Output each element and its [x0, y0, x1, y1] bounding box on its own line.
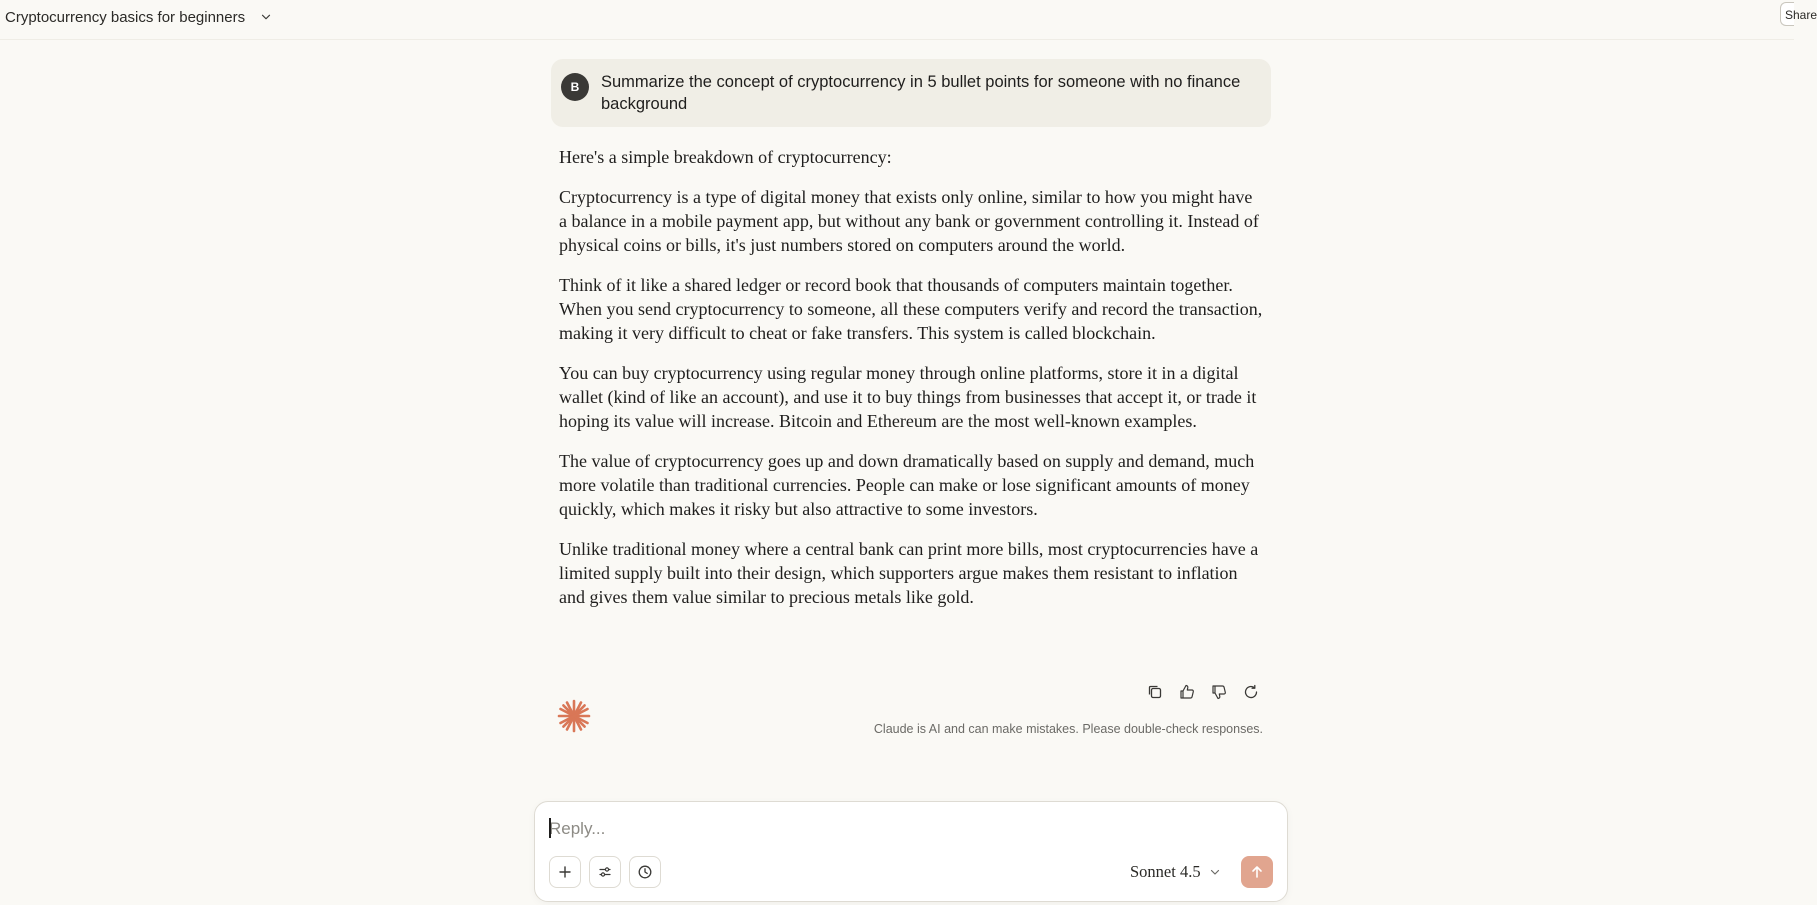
retry-button[interactable] [1239, 680, 1263, 704]
user-message [551, 59, 1271, 127]
model-name: Sonnet 4.5 [1130, 862, 1201, 881]
chevron-down-icon [259, 10, 273, 24]
plus-icon [557, 864, 573, 880]
reply-input[interactable] [549, 816, 1249, 842]
share-button[interactable]: Share [1780, 2, 1794, 26]
top-bar [0, 0, 1817, 40]
assistant-paragraph: You can buy cryptocurrency using regular money through online platforms, store it in a digital wallet (kind of like an account), and use it to buy things from businesses that accept it, or trade it hoping its value will increase. Bitcoin and Ethereum are the most well-known examples. [559, 363, 1257, 431]
assistant-paragraph: Here's a simple breakdown of cryptocurrency: [559, 147, 892, 167]
claude-spark-icon [556, 698, 592, 734]
user-message-text: Summarize the concept of cryptocurrency in 5 bullet points for someone with no finance background [601, 73, 1241, 113]
retry-icon [1242, 683, 1260, 701]
thumbs-up-icon [1178, 683, 1196, 701]
thumbs-down-icon [1210, 683, 1228, 701]
assistant-paragraph: The value of cryptocurrency goes up and down dramatically based on supply and demand, much more volatile than traditional currencies. People can make or lose significant amounts of money quickly, which makes it risky but also attractive to some investors. [559, 451, 1255, 519]
clock-icon [637, 864, 653, 880]
assistant-paragraph: Think of it like a shared ledger or record book that thousands of computers maintain together. When you send cryptocurrency to someone, all these computers verify and record the transaction, making it very difficult to cheat or fake transfers. This system is called blockchain. [559, 275, 1263, 343]
chat-title: Cryptocurrency basics for beginners [5, 8, 246, 26]
copy-button[interactable] [1143, 680, 1167, 704]
reply-composer [534, 801, 1288, 902]
sliders-icon [597, 864, 613, 880]
assistant-message [551, 145, 1271, 609]
message-actions [1143, 680, 1263, 704]
history-button[interactable] [629, 856, 661, 888]
model-selector[interactable] [1130, 860, 1221, 884]
user-avatar: B [561, 73, 589, 101]
assistant-paragraph: Cryptocurrency is a type of digital money that exists only online, similar to how you might have a balance in a mobile payment app, but without any bank or government controlling it. Instead of physical coins or bills, it's just numbers stored on computers around the world. [559, 187, 1259, 255]
send-button[interactable] [1241, 856, 1273, 888]
text-caret [549, 818, 551, 838]
thumbs-up-button[interactable] [1175, 680, 1199, 704]
assistant-paragraph: Unlike traditional money where a central bank can print more bills, most cryptocurrencies have a limited supply built into their design, which supporters argue makes them resistant to inflation and gives them value similar to precious metals like gold. [559, 539, 1259, 607]
chat-title-dropdown[interactable] [5, 5, 273, 29]
add-attachment-button[interactable] [549, 856, 581, 888]
arrow-up-icon [1249, 864, 1265, 880]
thumbs-down-button[interactable] [1207, 680, 1231, 704]
copy-icon [1146, 683, 1164, 701]
tools-button[interactable] [589, 856, 621, 888]
conversation-thread [551, 59, 1271, 625]
ai-disclaimer: Claude is AI and can make mistakes. Please double-check responses. [873, 722, 1263, 736]
chevron-down-icon [1209, 866, 1221, 878]
